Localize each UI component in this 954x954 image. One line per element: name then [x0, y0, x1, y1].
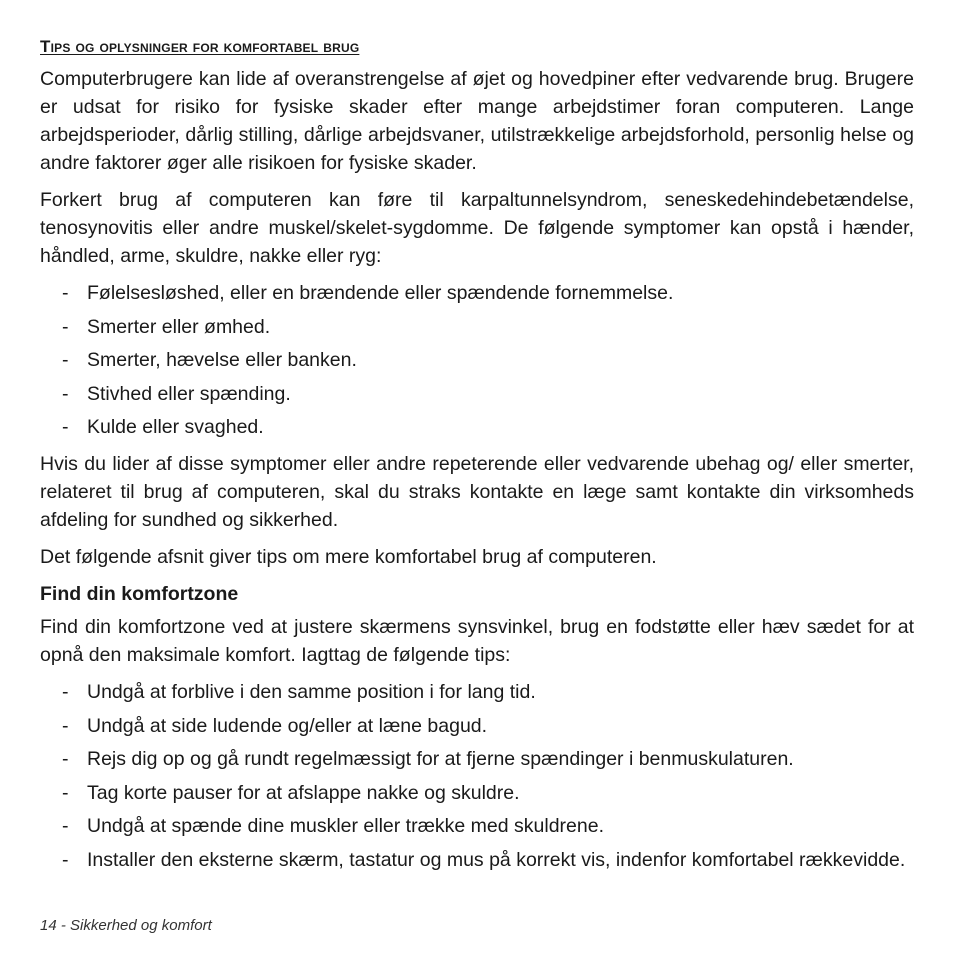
- dash-bullet: -: [62, 781, 69, 804]
- after-symptoms-paragraph-2: Det følgende afsnit giver tips om mere komfortabel brug af computeren.: [40, 546, 657, 568]
- list-item-text: Kulde eller svaghed.: [87, 416, 264, 438]
- intro-paragraph-1: Computerbrugere kan lide af overanstrengelse af øjet og hovedpiner efter vedvarende brug. Brugere er udsat for risiko for fysiske skader efter mange arbejdstimer foran computeren. Lange arbejdsperioder, dårlig stilling, dårlige arbejdsvaner, utilstrækkelige arbejdsforhold, personlig helse og andre faktorer øger alle risikoen for fysiske skader.: [40, 68, 914, 174]
- section-title: Tips og oplysninger for komfortabel brug: [40, 37, 360, 56]
- dash-bullet: -: [62, 282, 69, 304]
- list-item-text: Undgå at side ludende og/eller at læne bagud.: [87, 714, 488, 737]
- dash-bullet: -: [62, 349, 69, 371]
- page-footer: 14 - Sikkerhed og komfort: [40, 917, 212, 934]
- dash-bullet: -: [62, 815, 69, 837]
- dash-bullet: -: [62, 315, 69, 338]
- list-item-text: Rejs dig op og gå rundt regelmæssigt for at fjerne spændinger i benmuskulaturen.: [87, 748, 794, 770]
- dash-bullet: -: [62, 848, 69, 871]
- tips-list: [40, 678, 914, 874]
- dash-bullet: -: [62, 416, 69, 438]
- list-item-text: Undgå at forblive i den samme position i for lang tid.: [87, 681, 536, 703]
- list-item: [40, 313, 914, 341]
- document-page: [40, 35, 914, 883]
- list-item: [40, 712, 914, 740]
- list-item: [40, 846, 914, 874]
- symptoms-list: [40, 279, 914, 441]
- dash-bullet: -: [62, 748, 69, 770]
- dash-bullet: -: [62, 681, 69, 703]
- comfort-paragraph: Find din komfortzone ved at justere skærmens synsvinkel, brug en fodstøtte eller hæv sædet for at opnå den maksimale komfort. Iagttag de følgende tips:: [40, 616, 914, 666]
- dash-bullet: -: [62, 382, 69, 405]
- list-item-text: Smerter eller ømhed.: [87, 315, 271, 338]
- dash-bullet: -: [62, 714, 69, 737]
- list-item-text: Tag korte pauser for at afslappe nakke og skuldre.: [87, 781, 520, 804]
- list-item: [40, 279, 914, 307]
- list-item: [40, 380, 914, 408]
- list-item: [40, 413, 914, 441]
- subheading-comfort-zone: Find din komfortzone: [40, 583, 239, 605]
- list-item-text: Smerter, hævelse eller banken.: [87, 349, 357, 371]
- list-item: [40, 745, 914, 773]
- intro-paragraph-2: Forkert brug af computeren kan føre til karpaltunnelsyndrom, seneskedehindebetændelse, tenosynovitis eller andre muskel/skelet-sygdomme. De følgende symptomer kan opstå i hænder, håndled, arme, skuldre, nakke eller ryg:: [40, 189, 914, 267]
- list-item: [40, 812, 914, 840]
- list-item: [40, 678, 914, 706]
- list-item: [40, 779, 914, 807]
- list-item-text: Følelsesløshed, eller en brændende eller spændende fornemmelse.: [87, 282, 674, 304]
- list-item-text: Installer den eksterne skærm, tastatur og mus på korrekt vis, indenfor komfortabel rækkevidde.: [87, 848, 906, 871]
- list-item-text: Stivhed eller spænding.: [87, 382, 291, 405]
- list-item-text: Undgå at spænde dine muskler eller trække med skuldrene.: [87, 815, 605, 837]
- after-symptoms-paragraph-1: Hvis du lider af disse symptomer eller andre repeterende eller vedvarende ubehag og/ eller smerter, relateret til brug af computeren, skal du straks kontakte en læge samt kontakte din virksomheds afdeling for sundhed og sikkerhed.: [40, 453, 914, 531]
- list-item: [40, 346, 914, 374]
